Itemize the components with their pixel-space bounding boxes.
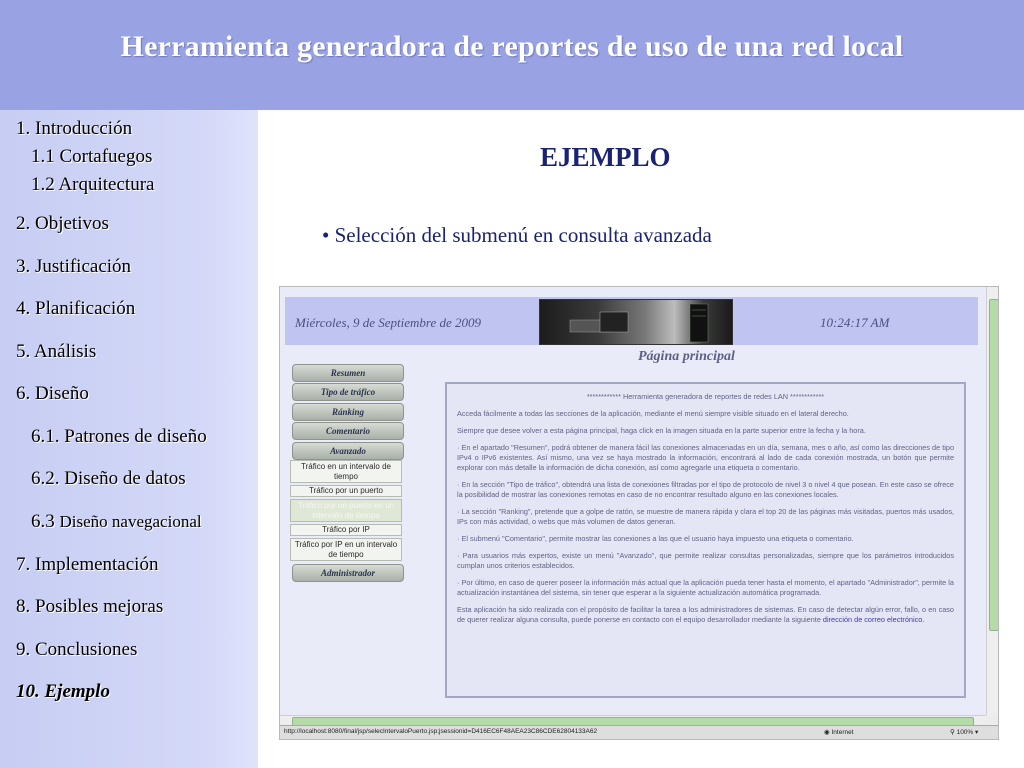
sidebar-item-patrones[interactable]: 6.1. Patrones de diseño [31, 426, 207, 447]
menu-button-avanzado[interactable]: Avanzado [292, 442, 404, 460]
globe-icon: ◉ [824, 729, 830, 736]
zone-label: Internet [831, 729, 854, 736]
page-banner [285, 297, 978, 345]
browser-screenshot [279, 286, 999, 740]
content-paragraph: Siempre que desee volver a esta página principal, haga click en la imagen situada en la parte superior entre la fecha y la hora. [457, 426, 866, 435]
zoom-icon: ⚲ [950, 729, 955, 736]
contact-text: Esta aplicación ha sido realizada con el propósito de facilitar la tarea a los administradores de sistemas. En caso de detectar algún error, fallo, o en caso de querer realizar alguna consulta, puede ponerse en contacto con el equipo desarrollador mediante la siguiente [457, 605, 954, 624]
content-paragraph: · En la sección "Tipo de tráfico", obtendrá una lista de conexiones filtradas por el tipo de protocolo de nivel 3 o nivel 4 que posean. En este caso se ofrece la posibilidad de mostrar las conexiones remotas en caso de no encontrar resultado alguno en las conexiones locales. [457, 480, 954, 499]
menu-button-comentario[interactable]: Comentario [292, 422, 404, 440]
content-paragraph: · El submenú "Comentario", permite mostrar las conexiones a las que el usuario haya impuesto una etiqueta o comentario. [457, 534, 854, 543]
presentation-title: Herramienta generadora de reportes de uso de una red local [120, 30, 904, 63]
date-label: Miércoles, 9 de Septiembre de 2009 [295, 315, 482, 330]
sidebar-item-number: 6.3 [31, 511, 55, 532]
menu-button-resumen[interactable]: Resumen [292, 364, 404, 382]
content-paragraph: Acceda fácilmente a todas las secciones de la aplicación, mediante el menú siempre visible situado en el lateral derecho. [457, 409, 849, 418]
menu-button-ranking[interactable]: Ránking [292, 403, 404, 421]
sidebar-item-conclusiones[interactable]: 9. Conclusiones [16, 639, 138, 660]
web-page [280, 287, 986, 715]
status-bar [280, 725, 998, 740]
email-link[interactable]: dirección de correo electrónico. [822, 615, 925, 624]
time-label: 10:24:17 AM [820, 315, 890, 330]
status-url: http://localhost:8080/final/jsp/selecIntervaloPuerto.jsp;jsessionid=D416EC6F48AEA23C86CDE62804133A62 [284, 728, 598, 735]
menu-button-trafico[interactable]: Tipo de tráfico [292, 383, 404, 401]
header-bar [0, 0, 1024, 110]
content-paragraph: · Por último, en caso de querer poseer la información más actual que la aplicación pueda tener hasta el momento, el apartado "Administrador", permite la actualización instantánea del sistema, sin tener que esperar a la siguiente actualización automática programada. [457, 578, 954, 597]
content-paragraph: · En el apartado "Resumen", podrá obtener de manera fácil las conexiones almacenadas en un día, semana, mes o año, así como las direcciones de tipo IPv4 o IPv6 existentes. Así mismo, una vez se haya mostrado la información, encontrará al lado de cada conexión mostrada, un botón que permite explorar con más detalle la información de dicha conexión, así como agregarle una etiqueta o comentario. [457, 443, 954, 472]
content-paragraph: · Para usuarios más expertos, existe un menú "Avanzado", que permite realizar consultas personalizadas, siempre que los parámetros introducidos cumplan unos criterios establecidos. [457, 551, 954, 570]
content-paragraph-last [457, 605, 954, 625]
zoom-label: 100% [956, 729, 974, 736]
sidebar-item-objetivos[interactable]: 2. Objetivos [16, 213, 109, 234]
submenu-puerto[interactable]: Tráfico por un puerto [290, 485, 402, 497]
menu-button-administrador[interactable]: Administrador [292, 564, 404, 582]
submenu-intervalo[interactable]: Tráfico en un intervalo de tiempo [290, 460, 402, 483]
slide-bullet: • Selección del submenú en consulta avanzada [322, 223, 712, 247]
sidebar-item-planificacion[interactable]: 4. Planificación [16, 298, 136, 319]
sidebar-item-justificacion[interactable]: 3. Justificación [16, 256, 132, 277]
page-title: Página principal [638, 349, 735, 364]
sidebar [0, 110, 258, 768]
sidebar-item-analisis[interactable]: 5. Análisis [16, 341, 97, 362]
banner-image[interactable] [539, 299, 733, 345]
submenu-ip-intervalo[interactable]: Tráfico por IP en un intervalo de tiempo [290, 538, 402, 561]
slide-heading: EJEMPLO [540, 142, 671, 172]
content-banner: ************ Herramienta generadora de reportes de redes LAN ************ [586, 392, 825, 401]
status-zone [824, 728, 854, 736]
sidebar-item-cortafuegos[interactable]: 1.1 Cortafuegos [31, 146, 153, 167]
sidebar-item-ejemplo[interactable]: 10. Ejemplo [16, 681, 110, 702]
vertical-scrollbar[interactable] [986, 287, 999, 715]
sidebar-item-introduccion[interactable]: 1. Introducción [16, 118, 133, 139]
sidebar-item-mejoras[interactable]: 8. Posibles mejoras [16, 596, 164, 617]
sidebar-item-diseno-navegacional[interactable] [31, 511, 202, 533]
submenu-ip[interactable]: Tráfico por IP [290, 524, 402, 536]
scrollbar-thumb[interactable] [989, 299, 999, 631]
sidebar-item-arquitectura[interactable]: 1.2 Arquitectura [31, 174, 155, 195]
content-paragraph: · La sección "Ranking", pretende que a golpe de ratón, se muestre de manera rápida y clara el top 20 de las páginas más visitadas, puertos más usados, IPs con más actividad, o webs que más volumen de datos generan. [457, 507, 954, 526]
status-zoom[interactable]: ⚲ 100% ▾ [950, 729, 979, 736]
content-panel [445, 382, 966, 698]
sidebar-item-diseno-datos[interactable]: 6.2. Diseño de datos [31, 468, 186, 489]
sidebar-item-implementacion[interactable]: 7. Implementación [16, 554, 159, 575]
computer-image-icon [540, 300, 732, 344]
submenu-puerto-intervalo[interactable]: Tráfico por un puerto en un intervalo de tiempo [290, 499, 402, 522]
sidebar-item-text: Diseño navegacional [59, 512, 202, 531]
sidebar-item-diseno[interactable]: 6. Diseño [16, 383, 89, 404]
